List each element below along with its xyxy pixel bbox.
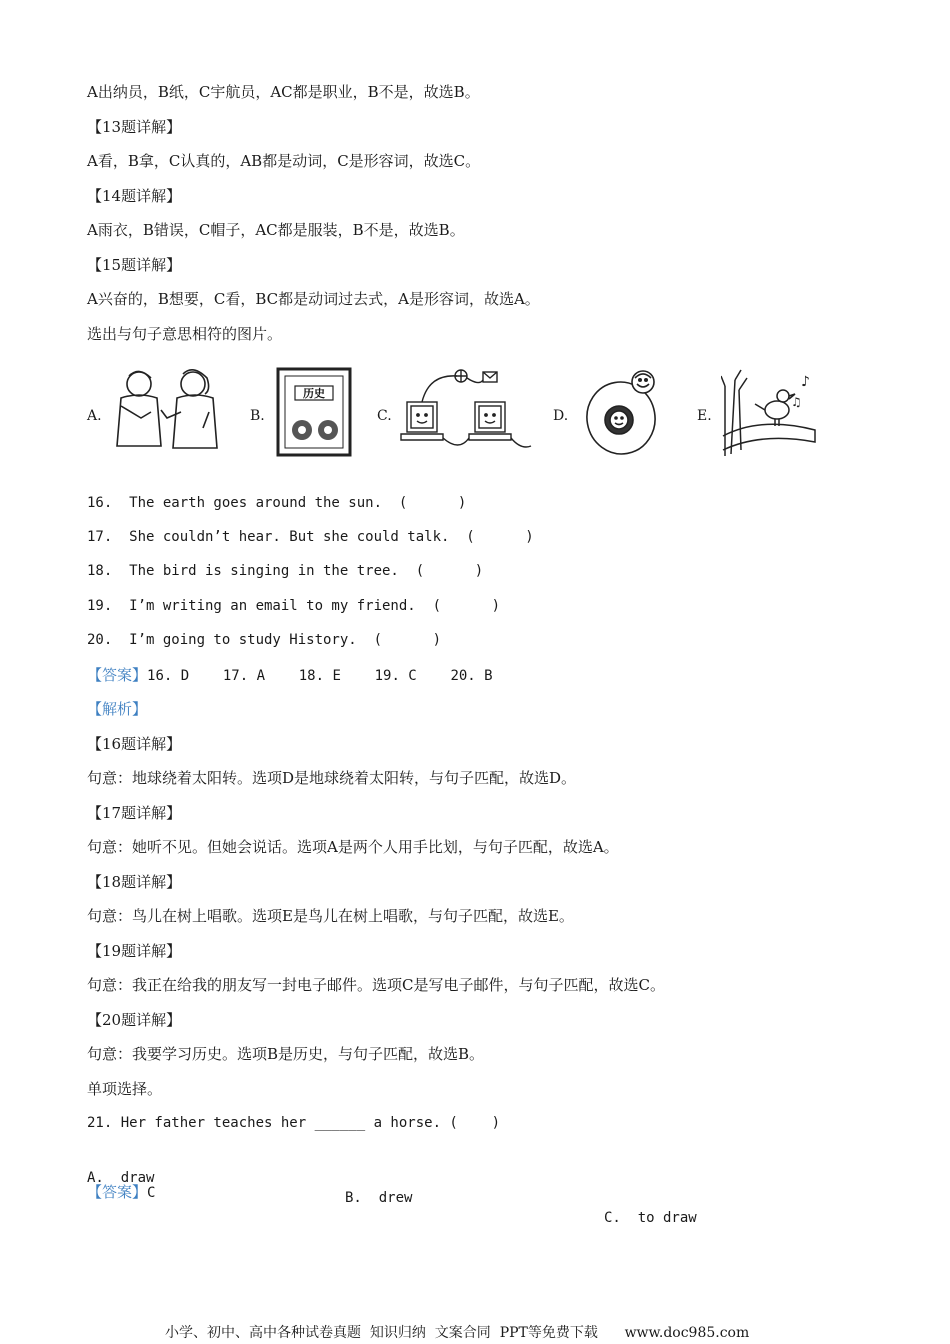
explanation-13: A看，B拿，C认真的，AB都是动词，C是形容词，故选C。: [87, 152, 481, 170]
detail-19: 句意：我正在给我的朋友写一封电子邮件。选项C是写电子邮件，与句子匹配，故选C。: [87, 976, 665, 994]
question-20: 20. I’m going to study History. ( ): [87, 632, 442, 648]
answer-tag: 【答案】: [87, 666, 148, 684]
heading-16: 【16题详解】: [87, 735, 182, 753]
option-e: [697, 366, 827, 466]
picture-options: [87, 366, 827, 466]
option-d-label: D.: [553, 408, 569, 424]
bird-tree-image: [721, 366, 817, 458]
heading-17: 【17题详解】: [87, 804, 182, 822]
question-17: 17. She couldn’t hear. But she could talk. ( ): [87, 529, 534, 545]
heading-20: 【20题详解】: [87, 1011, 182, 1029]
answer-21-value: C: [147, 1185, 156, 1201]
option-c: [377, 366, 547, 466]
question-21: 21. Her father teaches her ______ a horse. ( ): [87, 1115, 501, 1131]
explanation-14: A雨衣，B错误，C帽子，AC都是服装，B不是，故选B。: [87, 221, 465, 239]
explanation-12: A出纳员，B纸，C宇航员，AC都是职业，B不是，故选B。: [87, 83, 480, 101]
option-a-label: A.: [87, 408, 102, 424]
book-title: 历史: [303, 387, 325, 400]
detail-17: 句意：她听不见。但她会说话。选项A是两个人用手比划，与句子匹配，故选A。: [87, 838, 619, 856]
heading-15: 【15题详解】: [87, 256, 182, 274]
section-single-choice: 单项选择。: [87, 1080, 163, 1098]
option-b: [250, 366, 370, 466]
svg-text:♪: ♪: [801, 374, 810, 390]
heading-14: 【14题详解】: [87, 187, 182, 205]
answer-values: 16. D 17. A 18. E 19. C 20. B: [147, 668, 493, 684]
heading-13: 【13题详解】: [87, 118, 182, 136]
heading-19: 【19题详解】: [87, 942, 182, 960]
answer-21-line: [87, 1182, 155, 1203]
q21-option-a: A. draw: [87, 1170, 155, 1186]
heading-18: 【18题详解】: [87, 873, 182, 891]
answer-line: [87, 665, 493, 686]
svg-text:♫: ♫: [791, 395, 802, 409]
option-b-label: B.: [250, 408, 265, 424]
option-d: [553, 366, 683, 466]
question-19: 19. I’m writing an email to my friend. ( ): [87, 598, 501, 614]
q21-option-c: C. to draw: [604, 1210, 697, 1226]
option-c-label: C.: [377, 408, 392, 424]
q21-option-b: B. drew: [345, 1190, 413, 1206]
earth-sun-image: [583, 366, 667, 458]
question-18: 18. The bird is singing in the tree. ( ): [87, 563, 484, 579]
section-instruction: 选出与句子意思相符的图片。: [87, 325, 283, 343]
option-e-label: E.: [697, 408, 712, 424]
detail-16: 句意：地球绕着太阳转。选项D是地球绕着太阳转，与句子匹配，故选D。: [87, 769, 577, 787]
detail-18: 句意：鸟儿在树上唱歌。选项E是鸟儿在树上唱歌，与句子匹配，故选E。: [87, 907, 574, 925]
computers-email-image: [399, 366, 539, 464]
explanation-15: A兴奋的，B想要，C看，BC都是动词过去式，A是形容词，故选A。: [87, 290, 540, 308]
people-signing-image: [107, 366, 229, 461]
option-a: [87, 366, 237, 466]
question-16: 16. The earth goes around the sun. ( ): [87, 495, 467, 511]
detail-20: 句意：我要学习历史。选项B是历史，与句子匹配，故选B。: [87, 1045, 485, 1063]
page-footer: 小学、初中、高中各种试卷真题 知识归纳 文案合同 PPT等免费下载 www.doc985.com: [165, 1325, 750, 1341]
analysis-tag: 【解析】: [87, 700, 148, 718]
answer-21-tag: 【答案】: [87, 1183, 148, 1201]
history-book-image: [275, 366, 355, 458]
